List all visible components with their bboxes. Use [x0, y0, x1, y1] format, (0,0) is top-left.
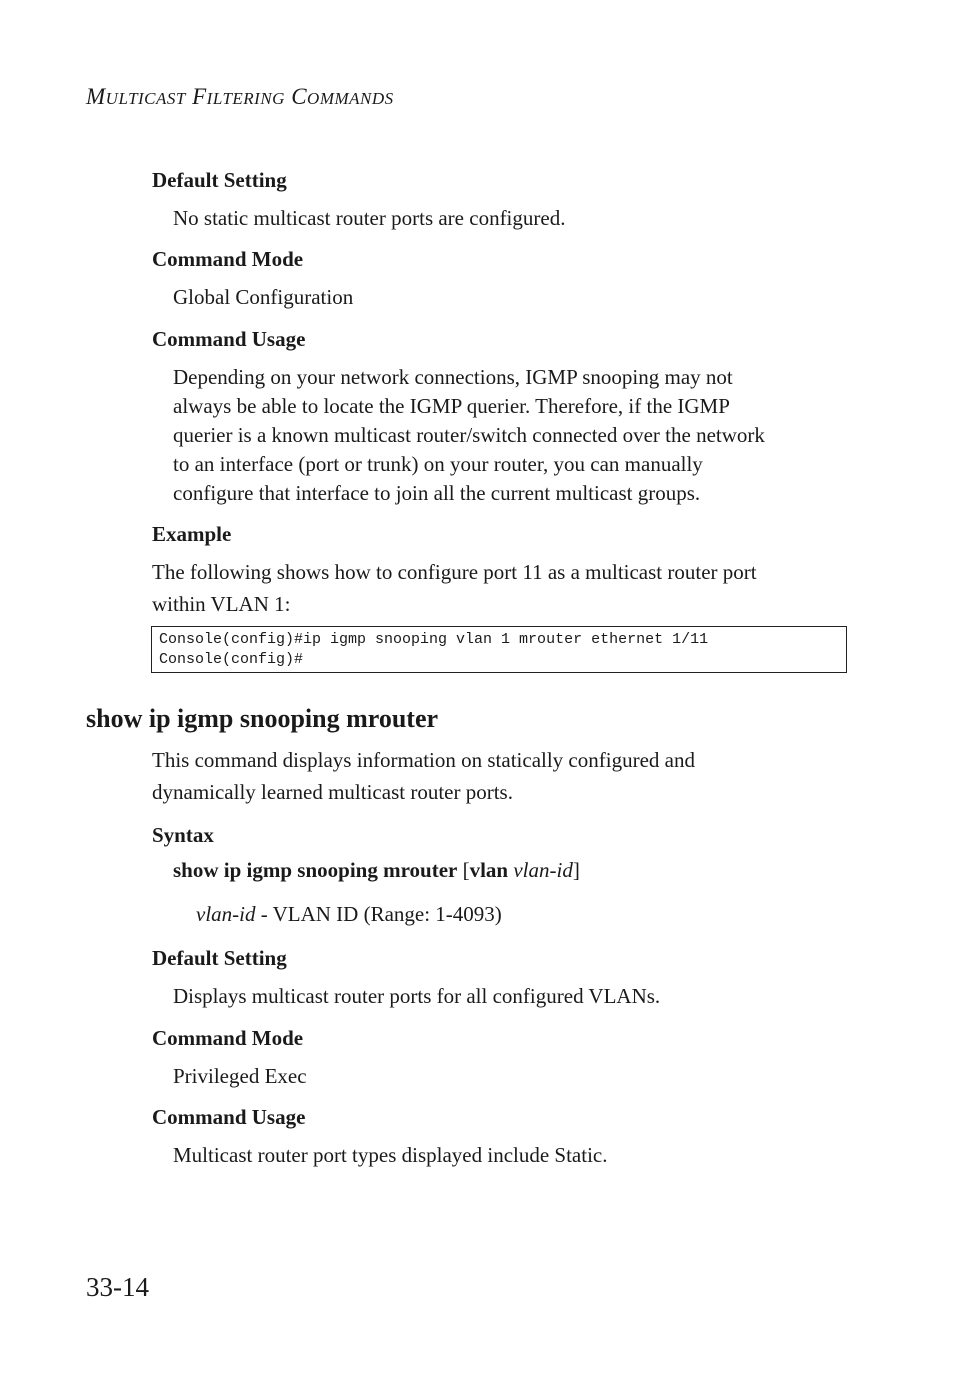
command-usage-line: to an interface (port or trunk) on your router, you can manually: [173, 452, 703, 476]
description-line: This command displays information on statically configured and: [152, 748, 695, 772]
command-usage-line: querier is a known multicast router/switch connected over the network: [173, 423, 765, 447]
command-title: show ip igmp snooping mrouter: [86, 704, 439, 733]
code-example-box: [151, 626, 847, 673]
example-text: [152, 556, 852, 620]
command-usage-text: [173, 363, 853, 508]
param-desc: - VLAN ID (Range: 1-4093): [255, 902, 502, 926]
command-mode-heading-2: Command Mode: [152, 1026, 304, 1050]
code-line: Console(config)#: [159, 651, 304, 668]
example-line: The following shows how to configure port 11 as a multicast router port: [152, 560, 757, 584]
command-description: [152, 744, 852, 808]
command-usage-heading: Command Usage: [152, 327, 306, 351]
example-line: within VLAN 1:: [152, 592, 291, 616]
syntax-param: vlan-id: [513, 858, 573, 882]
default-setting-heading: Default Setting: [152, 168, 287, 192]
command-usage-line: always be able to locate the IGMP querier. Therefore, if the IGMP: [173, 394, 730, 418]
parameter-line: [196, 902, 502, 927]
param-name: vlan-id: [196, 902, 256, 926]
default-setting-text: No static multicast router ports are configured.: [173, 206, 566, 230]
command-mode-heading: Command Mode: [152, 247, 304, 271]
syntax-open-bracket: [: [457, 858, 470, 882]
code-line: Console(config)#ip igmp snooping vlan 1 mrouter ethernet 1/11: [159, 631, 709, 648]
command-usage-line: configure that interface to join all the current multicast groups.: [173, 481, 701, 505]
example-heading: Example: [152, 522, 232, 546]
command-mode-text: Global Configuration: [173, 285, 354, 309]
page-number: 33-14: [86, 1272, 149, 1302]
default-setting-text-2: Displays multicast router ports for all configured VLANs.: [173, 984, 661, 1008]
command-usage-heading-2: Command Usage: [152, 1105, 306, 1129]
syntax-heading: Syntax: [152, 823, 214, 847]
syntax-keyword: vlan: [469, 858, 509, 882]
command-usage-line: Depending on your network connections, IGMP snooping may not: [173, 365, 733, 389]
running-header: MULTICAST FILTERING COMMANDS: [86, 84, 394, 109]
description-line: dynamically learned multicast router ports.: [152, 780, 513, 804]
command-usage-text-2: Multicast router port types displayed include Static.: [173, 1143, 608, 1167]
default-setting-heading-2: Default Setting: [152, 946, 287, 970]
syntax-line: [173, 858, 580, 883]
command-mode-text-2: Privileged Exec: [173, 1064, 307, 1088]
syntax-close-bracket: ]: [572, 858, 580, 882]
syntax-command: show ip igmp snooping mrouter: [173, 858, 458, 882]
